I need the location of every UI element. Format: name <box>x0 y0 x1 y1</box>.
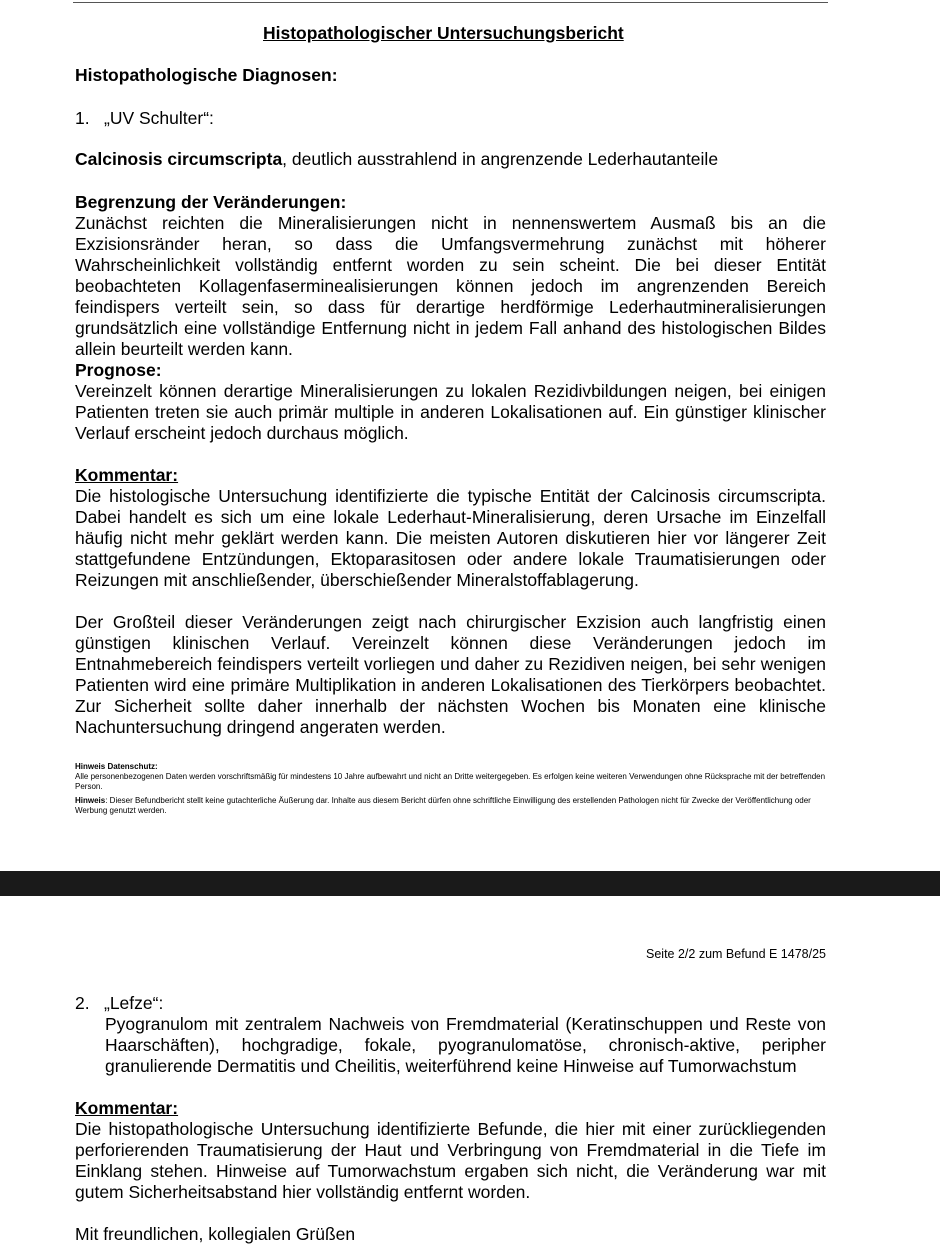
comment-heading-2: Kommentar: <box>75 1098 179 1118</box>
limits-text: Zunächst reichten die Mineralisierungen nicht in nennenswertem Ausmaß bis an die Exzisionsränder heran, so dass die Umfangsvermehrung zunächst mit höherer Wahrscheinlichkeit vollständig entfernt worden zu sein scheint. Die bei dieser Entität beobachteten Kollagenfaserminealisierungen können jedoch im angrenzenden Bereich feindispers verteilt sein, so dass für derartige herdförmige Lederhautmineralisierungen grundsätzlich eine vollständige Entfernung nicht in jedem Fall anhand des histologischen Bildes allein beurteilt werden kann. <box>75 213 826 359</box>
report-title: Histopathologischer Untersuchungsbericht <box>263 23 624 43</box>
report-page-2 <box>0 896 940 1259</box>
legal-notice <box>75 796 826 815</box>
item2-label: „Lefze“: <box>104 993 164 1013</box>
diagnosis-line <box>75 149 826 170</box>
page-number: Seite 2/2 zum Befund E 1478/25 <box>646 947 826 961</box>
legal-notice-label: Hinweis <box>75 796 106 805</box>
legal-notice-text: : Dieser Befundbericht stellt keine gutachterliche Äußerung dar. Inhalte aus diesem Bericht dürfen ohne schriftliche Einwilligung des erstellenden Pathologen nicht für Zwecke der Veröffentlichung oder Werbung genutzt werden. <box>75 796 811 815</box>
diagnosis-term: Calcinosis circumscripta <box>75 149 283 169</box>
privacy-text: Alle personenbezogenen Daten werden vorschriftsmäßig für mindestens 10 Jahre aufbewahrt und nicht an Dritte weitergegeben. Es erfolgen keine weiteren Verwendungen ohne Rücksprache mit der betreffenden Person. <box>75 772 826 791</box>
item2-text: Pyogranulom mit zentralem Nachweis von Fremdmaterial (Keratinschuppen und Reste von Haarschäften), hochgradige, fokale, pyogranulomatöse, chronisch-aktive, peripher granulierende Dermatitis und Cheilitis, weiterführend keine Hinweise auf Tumorwachstum <box>105 1014 826 1076</box>
diagnosis-description: , deutlich ausstrahlend in angrenzende Lederhautanteile <box>282 149 719 169</box>
prognosis-text: Vereinzelt können derartige Mineralisierungen zu lokalen Rezidivbildungen neigen, bei einigen Patienten treten sie auch primär multiple in anderen Lokalisationen auf. Ein günstiger klinischer Verlauf erscheint jedoch durchaus möglich. <box>75 381 826 443</box>
privacy-heading: Hinweis Datenschutz: <box>75 762 158 771</box>
closing-greeting: Mit freundlichen, kollegialen Grüßen <box>75 1224 356 1244</box>
comment-heading: Kommentar: <box>75 465 179 485</box>
item1-number: 1. <box>75 108 90 128</box>
comment-text-2: Der Großteil dieser Veränderungen zeigt nach chirurgischer Exzision auch langfristig einen günstigen klinischen Verlauf. Vereinzelt können diese Veränderungen jedoch im Entnahmebereich feindispers verteilt vorliegen und daher zu Rezidiven neigen, bei sehr wenigen Patienten wird eine primäre Multiplikation in anderen Lokalisationen des Tierkörpers beobachtet. Zur Sicherheit sollte daher innerhalb der nächsten Wochen bis Monaten eine klinische Nachuntersuchung dringend angeraten werden. <box>75 612 826 737</box>
item2-number: 2. <box>75 993 90 1013</box>
comment-text-3: Die histopathologische Untersuchung identifizierte Befunde, die hier mit einer zurückliegenden perforierenden Traumatisierung der Haut und Verbringung von Fremdmaterial in die Tiefe im Einklang stehen. Hinweise auf Tumorwachstum ergaben sich nicht, die Veränderung war mit gutem Sicherheitsabstand hier vollständig entfernt worden. <box>75 1119 826 1202</box>
page-separator <box>0 871 940 896</box>
comment-text-1: Die histologische Untersuchung identifizierte die typische Entität der Calcinosis circumscripta. Dabei handelt es sich um eine lokale Lederhaut-Mineralisierung, deren Ursache im Einzelfall häufig nicht mehr geklärt werden kann. Die meisten Autoren diskutieren hier vor längerer Zeit stattgefundene Entzündungen, Ektoparasitosen oder andere lokale Traumatisierungen oder Reizungen mit anschließender, überschießender Mineralstoffablagerung. <box>75 486 826 590</box>
diagnoses-heading: Histopathologische Diagnosen: <box>75 65 338 85</box>
prognosis-heading: Prognose: <box>75 360 162 380</box>
item1-label: „UV Schulter“: <box>104 108 214 128</box>
top-rule <box>73 2 828 3</box>
limits-heading: Begrenzung der Veränderungen: <box>75 192 347 212</box>
